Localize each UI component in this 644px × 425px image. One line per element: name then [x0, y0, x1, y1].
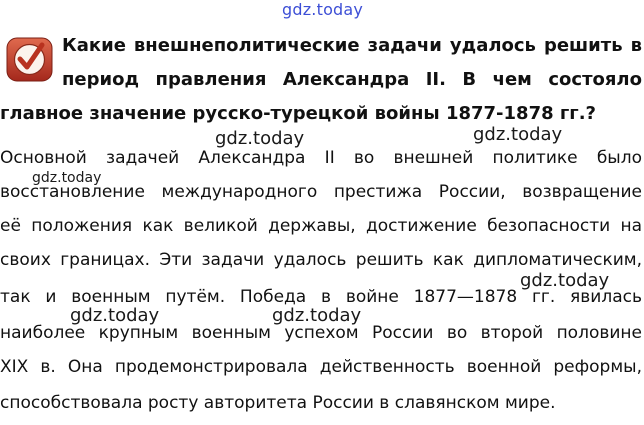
watermark: gdz.today [70, 305, 160, 326]
answer-line-3: её положения как великой державы, достижение безопасности на [0, 216, 642, 236]
answer-line-8: способствовала росту авторитета России в славянском мире. [0, 393, 556, 413]
answer-line-1: Основной задачей Александра II во внешней политике было [0, 148, 642, 168]
question-line-2: период правления Александра II. В чем состояло [62, 69, 642, 90]
question-line-1: Какие внешнеполитические задачи удалось решить в [62, 35, 642, 56]
answer-line-6: наиболее крупным военным успехом России во второй половине [0, 323, 642, 343]
question-line-3: главное значение русско-турецкой войны 1877-1878 гг.? [0, 103, 596, 124]
answer-line-5: так и военным путём. Победа в войне 1877—1878 гг. явилась [0, 287, 642, 307]
watermark: gdz.today [272, 305, 362, 326]
watermark: gdz.today [215, 128, 305, 149]
watermark: gdz.today [473, 124, 563, 145]
answer-line-7: XIX в. Она продемонстрировала действенность военной реформы, [0, 357, 642, 377]
answer-line-2: восстановление международного престижа России, возвращение [0, 182, 642, 202]
header-watermark: gdz.today [282, 0, 364, 19]
checkmark-icon [6, 37, 53, 82]
watermark: gdz.today [32, 170, 102, 186]
answer-line-4: своих границах. Эти задачи удалось решить как дипломатическим, [0, 250, 642, 270]
watermark: gdz.today [520, 270, 610, 291]
